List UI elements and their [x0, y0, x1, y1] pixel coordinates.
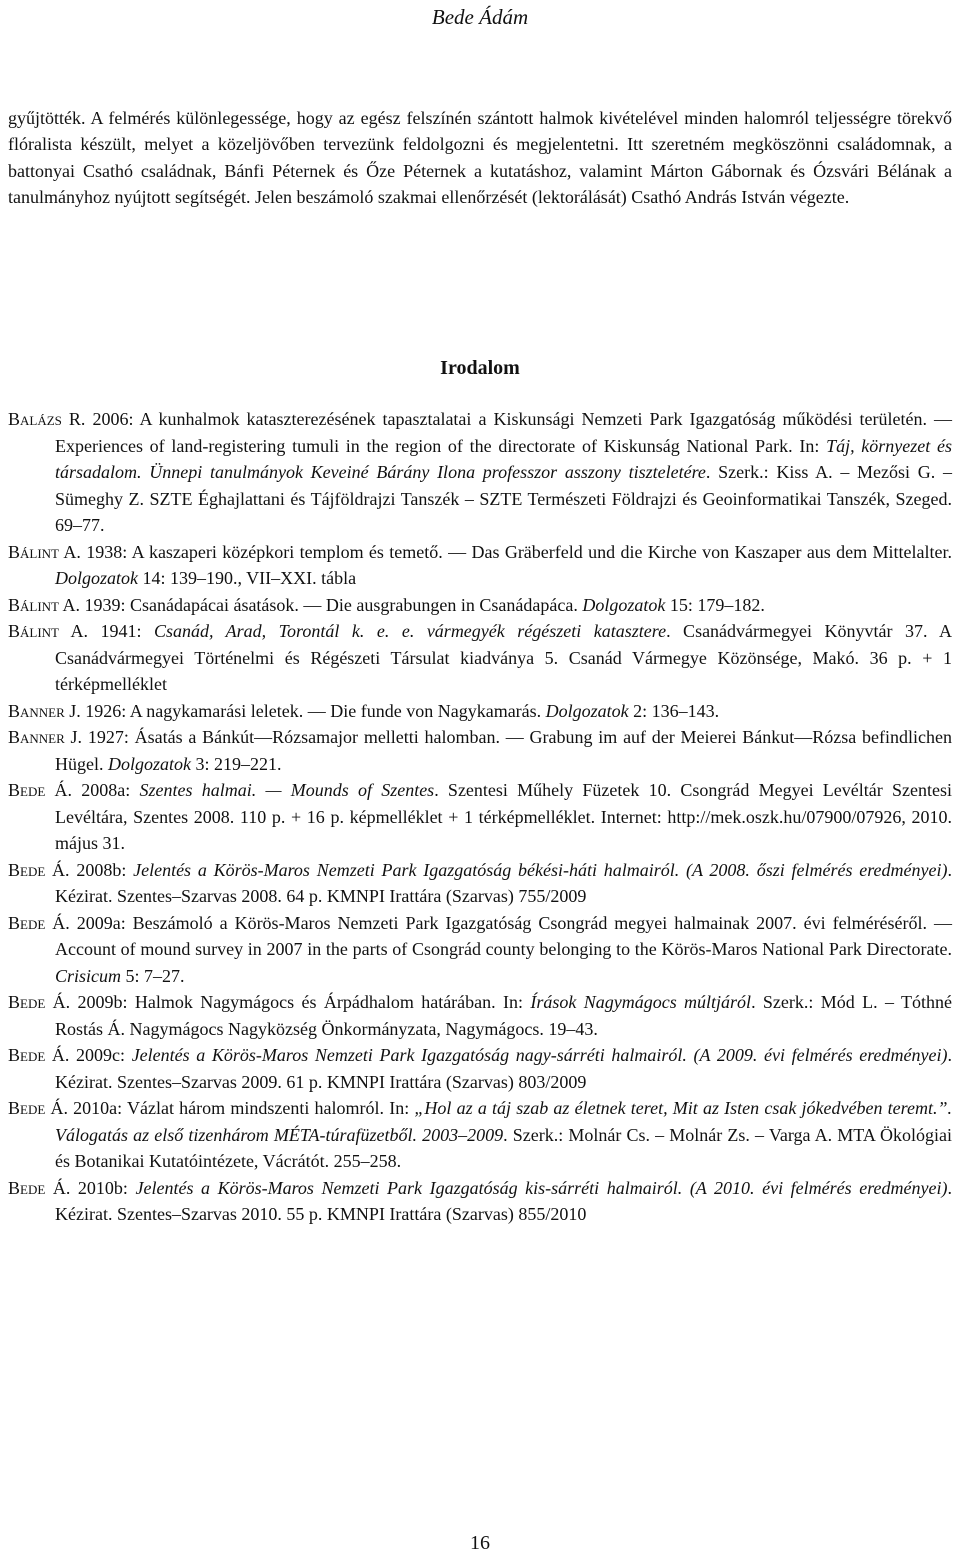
reference-text: . Szerk.: Mód L. – Tóthné Rostás Á. Nagymágocs Nagyközség Önkormányzata, Nagymágocs. 19–43.	[55, 992, 952, 1039]
reference-text: 3: 219–221.	[191, 753, 282, 774]
section-title: Irodalom	[440, 357, 520, 379]
reference-text: . Kézirat. Szentes–Szarvas 2009. 61 p. KMNPI Irattára (Szarvas) 803/2009	[55, 1045, 952, 1092]
reference-entry	[8, 618, 952, 698]
reference-text: 2009a: Beszámoló a Körös-Maros Nemzeti Park Igazgatóság Csongrád megyei halmainak 2007. évi felméréséről. — Account of mound survey in 2007 in the parts of Csongrád county belonging to the Körös-Maros National Park Directorate.	[55, 912, 953, 959]
reference-entry	[8, 910, 952, 990]
reference-text: 2008a:	[72, 780, 140, 800]
reference-text: 14: 139–190., VII–XXI. tábla	[138, 568, 357, 588]
reference-author: Bede Á.	[8, 859, 70, 880]
reference-title-italic: Csanád, Arad, Torontál k. e. e. vármegyék régészeti katasztere	[154, 621, 667, 641]
running-header: Bede Ádám	[431, 5, 529, 29]
reference-text: 1939: Csanádapácai ásatások. — Die ausgrabungen in Csanádapáca.	[80, 594, 583, 615]
reference-title-italic: Crisicum	[55, 965, 122, 986]
reference-entry	[8, 724, 952, 777]
reference-author: Bálint A.	[8, 541, 81, 562]
reference-author: Bálint A.	[8, 621, 88, 641]
reference-entry	[8, 1095, 952, 1175]
reference-author: Bede Á.	[8, 1177, 71, 1198]
reference-entry	[8, 698, 952, 725]
reference-text: 2009b: Halmok Nagymágocs és Árpádhalom határában. In:	[70, 992, 531, 1012]
reference-author: Balázs R.	[8, 409, 86, 429]
reference-title-italic: Táj, környezet és társadalom. Ünnepi tanulmányok Keveiné Bárány Ilona professzor asszony tiszteletére	[55, 435, 952, 482]
reference-author: Banner J.	[8, 727, 83, 747]
reference-title-italic: Szentes halmai. — Mounds of Szentes	[139, 780, 435, 800]
reference-text: 2: 136–143.	[628, 700, 720, 721]
reference-entry	[8, 777, 952, 857]
reference-text: 5: 7–27.	[121, 965, 185, 986]
reference-author: Bálint A.	[8, 594, 80, 615]
reference-author: Bede Á.	[8, 780, 73, 800]
reference-author: Bede Á.	[8, 992, 71, 1012]
reference-title-italic: Jelentés a Körös-Maros Nemzeti Park Igazgatóság kis-sárréti halmairól. (A 2010. évi felmérés eredményei)	[135, 1177, 948, 1198]
reference-text: . Csanádvármegyei Könyvtár 37. A Csanádvármegyei Történelmi és Régészeti Társulat kiadványa 5. Csanád Vármegye Közönsége, Makó. 36 p. + 1 térképmelléklet	[55, 621, 952, 694]
reference-author: Bede Á.	[8, 1098, 68, 1118]
reference-title-italic: Dolgozatok	[55, 568, 138, 588]
reference-title-italic: Jelentés a Körös-Maros Nemzeti Park Igazgatóság békési-háti halmairól. (A 2008. őszi felmérés eredményei)	[133, 859, 948, 880]
reference-entry	[8, 1175, 952, 1228]
reference-title-italic: Dolgozatok	[108, 753, 191, 774]
reference-author: Banner J.	[8, 700, 81, 721]
reference-text: . Szentesi Műhely Füzetek 10. Csongrád Megyei Levéltár Szentesi Levéltára, Szentes 2008. 110 p. + 16 p. képmelléklet + 1 térképmelléklet. Internet: http://mek.oszk.hu/07900/07926, 2010. május 31.	[55, 780, 952, 853]
reference-text: . Szerk.: Kiss A. – Mezősi G. – Sümeghy Z. SZTE Éghajlattani és Tájföldrajzi Tanszék – SZTE Természeti Földrajzi és Geoinformatikai Tanszék, Szeged. 69–77.	[55, 462, 952, 535]
reference-entry	[8, 1042, 952, 1095]
reference-list	[8, 406, 952, 1228]
intro-text-b: Jelen beszámoló szakmai ellenőrzését (lektorálását) Csathó András István végezte.	[250, 186, 850, 207]
reference-author: Bede Á.	[8, 1045, 70, 1065]
reference-entry	[8, 989, 952, 1042]
reference-text: 1927: Ásatás a Bánkút—Rózsamajor melletti halomban. — Grabung im auf der Meierei Bánkut—Rózsa befindlichen Hügel.	[55, 727, 952, 774]
reference-text: . Kézirat. Szentes–Szarvas 2010. 55 p. KMNPI Irattára (Szarvas) 855/2010	[55, 1177, 952, 1224]
reference-text: . Kézirat. Szentes–Szarvas 2008. 64 p. KMNPI Irattára (Szarvas) 755/2009	[55, 859, 952, 906]
reference-text: 2010b:	[70, 1177, 136, 1198]
reference-text: 2006: A kunhalmok kataszterezésének tapasztalatai a Kiskunsági Nemzeti Park Igazgatóság működési területén. — Experiences of land-registering tumuli in the region of the directorate of Kiskunság National Park. In:	[55, 409, 953, 456]
reference-entry	[8, 592, 952, 619]
reference-text: 1926: A nagykamarási leletek. — Die funde von Nagykamarás.	[80, 700, 546, 721]
reference-title-italic: Írások Nagymágocs múltjáról	[530, 992, 752, 1012]
reference-text: 15: 179–182.	[665, 594, 765, 615]
reference-title-italic: Dolgozatok	[582, 594, 666, 615]
reference-title-italic: „Hol az a táj szab az életnek teret, Mit az Isten csak jókedvében teremt.”. Válogatás az első tizenhárom MÉTA-túrafüzetből. 2003–2009	[55, 1098, 952, 1145]
reference-title-italic: Dolgozatok	[545, 700, 629, 721]
reference-text: 1941:	[88, 621, 154, 641]
reference-text: 2008b:	[69, 859, 134, 880]
intro-paragraph	[8, 105, 952, 210]
reference-author: Bede Á.	[8, 912, 70, 933]
intro-text-a: gyűjtötték. A felmérés különlegessége, hogy az egész felszínén szántott halmok kivételével minden halomról teljességre törekvő flóralista készült, melyet a közeljövőben tervezünk feldolgozni és megjelentetni. Itt szeretném megköszönni családomnak, a battonyai Csathó családnak, Bánfi Péternek és Őze Péternek a kutatáshoz, valamint Márton Gábornak és Ózsvári Bélának a tanulmányhoz nyújtott segítségét.	[8, 108, 952, 207]
reference-title-italic: Jelentés a Körös-Maros Nemzeti Park Igazgatóság nagy-sárréti halmairól. (A 2009. évi felmérés eredményei)	[131, 1045, 948, 1065]
reference-entry	[8, 539, 952, 592]
reference-text: 2010a: Vázlat három mindszenti halomról. In:	[67, 1098, 415, 1118]
reference-text: 2009c:	[69, 1045, 132, 1065]
reference-entry	[8, 857, 952, 910]
reference-entry	[8, 406, 952, 539]
reference-text: 1938: A kaszaperi középkori templom és temető. — Das Gräberfeld und die Kirche von Kaszaper aus dem Mittelalter.	[80, 541, 952, 562]
reference-text: . Szerk.: Molnár Cs. – Molnár Zs. – Varga A. MTA Ökológiai és Botanikai Kutatóintézete, Vácrátót. 255–258.	[55, 1124, 952, 1171]
page-number: 16	[470, 1532, 490, 1554]
